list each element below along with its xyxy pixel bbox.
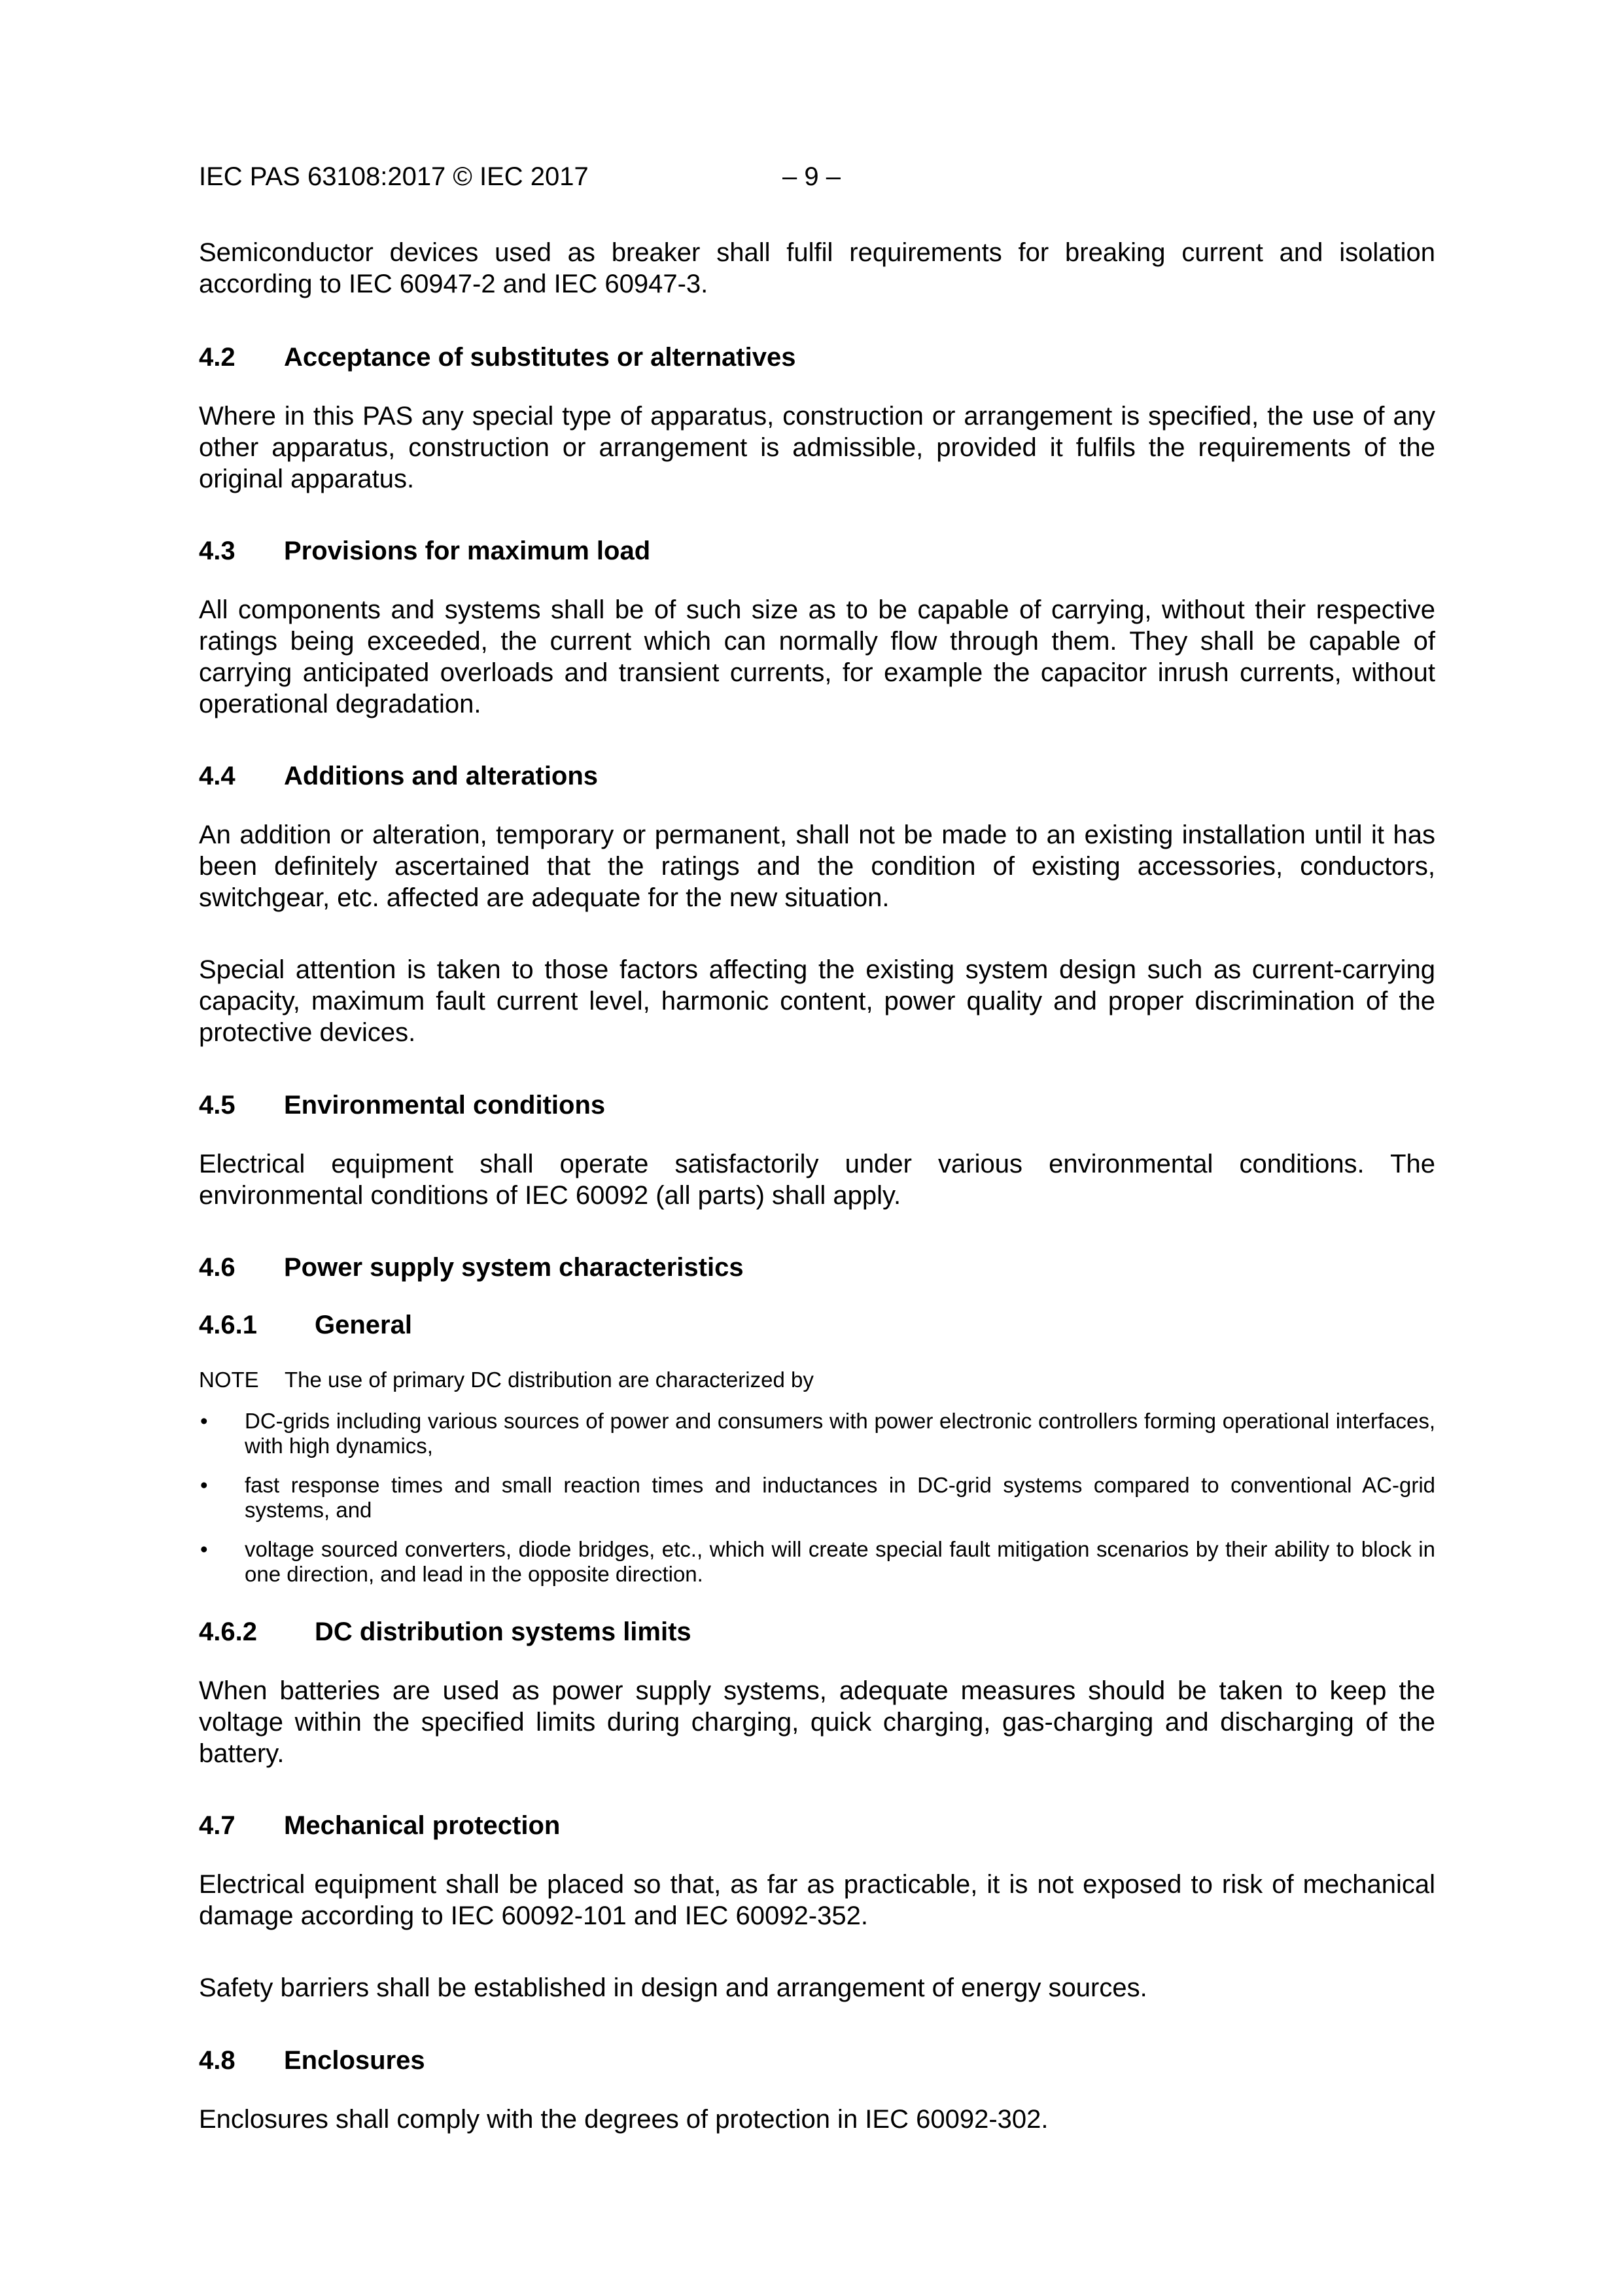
bullet-icon: •: [200, 1409, 208, 1433]
list-item: • fast response times and small reaction times and inductances in DC-grid systems compared to conventional AC-grid systems, and: [200, 1473, 1435, 1522]
section-heading-4-4: [199, 760, 1435, 792]
section-4-2-body: [199, 400, 1435, 495]
paragraph: An addition or alteration, temporary or permanent, shall not be made to an existing installation until it has been definitely ascertained that the ratings and the condition of existing accessories, conductors, switchgear, etc. affected are adequate for the new situation.: [199, 821, 1435, 912]
section-title: Mechanical protection: [284, 1811, 561, 1840]
section-number: 4.3: [199, 537, 236, 565]
section-4-4-body-1: [199, 819, 1435, 913]
intro-paragraph: Semiconductor devices used as breaker shall fulfil requirements for breaking current and isolation according to IEC 60947-2 and IEC 60947-3.: [199, 238, 1435, 298]
intro-paragraph-block: [199, 237, 1435, 300]
section-number: 4.6.2: [199, 1617, 257, 1646]
section-title: Enclosures: [284, 2046, 425, 2075]
section-heading-4-7: [199, 1810, 1435, 1841]
page-number: – 9 –: [782, 162, 841, 191]
section-number: 4.6.1: [199, 1311, 257, 1339]
section-heading-4-6: [199, 1252, 1435, 1283]
list-item: • DC-grids including various sources of power and consumers with power electronic controllers forming operational interfaces, with high dynamics,: [200, 1409, 1435, 1458]
section-number: 4.7: [199, 1811, 236, 1840]
paragraph: Electrical equipment shall be placed so that, as far as practicable, it is not exposed to risk of mechanical damage according to IEC 60092-101 and IEC 60092-352.: [199, 1870, 1435, 1930]
section-heading-4-6-2: [199, 1616, 1435, 1648]
list-item: • voltage sourced converters, diode bridges, etc., which will create special fault mitigation scenarios by their ability to block in one direction, and lead in the opposite direction.: [200, 1537, 1435, 1586]
section-heading-4-8: [199, 2045, 1435, 2076]
section-4-7-body-1: [199, 1869, 1435, 1932]
section-number: 4.2: [199, 343, 236, 372]
note: [199, 1368, 1435, 1392]
section-title: Power supply system characteristics: [284, 1253, 744, 1282]
bullet-icon: •: [200, 1537, 208, 1561]
section-number: 4.6: [199, 1253, 236, 1282]
note-bullet-list: [199, 1409, 1435, 1601]
paragraph: All components and systems shall be of such size as to be capable of carrying, without their respective ratings being exceeded, the current which can normally flow through them. They shall be capable of carrying anticipated overloads and transient currents, for example the capacitor inrush currents, without operational degradation.: [199, 595, 1435, 718]
document-id: IEC PAS 63108:2017 © IEC 2017: [199, 162, 589, 191]
section-title: Additions and alterations: [284, 762, 599, 790]
paragraph: Electrical equipment shall operate satisfactorily under various environmental conditions. The environmental conditions of IEC 60092 (all parts) shall apply.: [199, 1150, 1435, 1210]
section-4-5-body: [199, 1148, 1435, 1211]
section-title: Environmental conditions: [284, 1091, 606, 1120]
bullet-icon: •: [200, 1473, 208, 1497]
section-4-7-body-2: [199, 1972, 1435, 2004]
section-heading-4-5: [199, 1089, 1435, 1121]
section-4-3-body: [199, 594, 1435, 720]
paragraph: Where in this PAS any special type of apparatus, construction or arrangement is specified, the use of any other apparatus, construction or arrangement is admissible, provided it fulfils the requirements of the original apparatus.: [199, 402, 1435, 493]
section-4-8-body: [199, 2104, 1435, 2135]
note-label: NOTE: [199, 1368, 259, 1392]
section-title: Provisions for maximum load: [284, 537, 651, 565]
paragraph: When batteries are used as power supply systems, adequate measures should be taken to keep the voltage within the specified limits during charging, quick charging, gas-charging and discharging of the battery.: [199, 1676, 1435, 1768]
page-header: [199, 162, 841, 192]
paragraph: Special attention is taken to those factors affecting the existing system design such as current-carrying capacity, maximum fault current level, harmonic content, power quality and proper discrimination of the protective devices.: [199, 955, 1435, 1047]
note-text: The use of primary DC distribution are characterized by: [285, 1368, 814, 1392]
section-title: General: [315, 1311, 412, 1339]
section-heading-4-6-1: [199, 1309, 1435, 1341]
section-title: Acceptance of substitutes or alternatives: [284, 343, 796, 372]
section-heading-4-3: [199, 535, 1435, 567]
section-number: 4.5: [199, 1091, 236, 1120]
section-number: 4.4: [199, 762, 236, 790]
paragraph: Safety barriers shall be established in design and arrangement of energy sources.: [199, 1973, 1147, 2002]
paragraph: Enclosures shall comply with the degrees of protection in IEC 60092-302.: [199, 2105, 1049, 2134]
section-heading-4-2: [199, 342, 1435, 373]
section-title: DC distribution systems limits: [315, 1617, 691, 1646]
section-4-6-2-body: [199, 1675, 1435, 1769]
section-number: 4.8: [199, 2046, 236, 2075]
section-4-4-body-2: [199, 954, 1435, 1048]
